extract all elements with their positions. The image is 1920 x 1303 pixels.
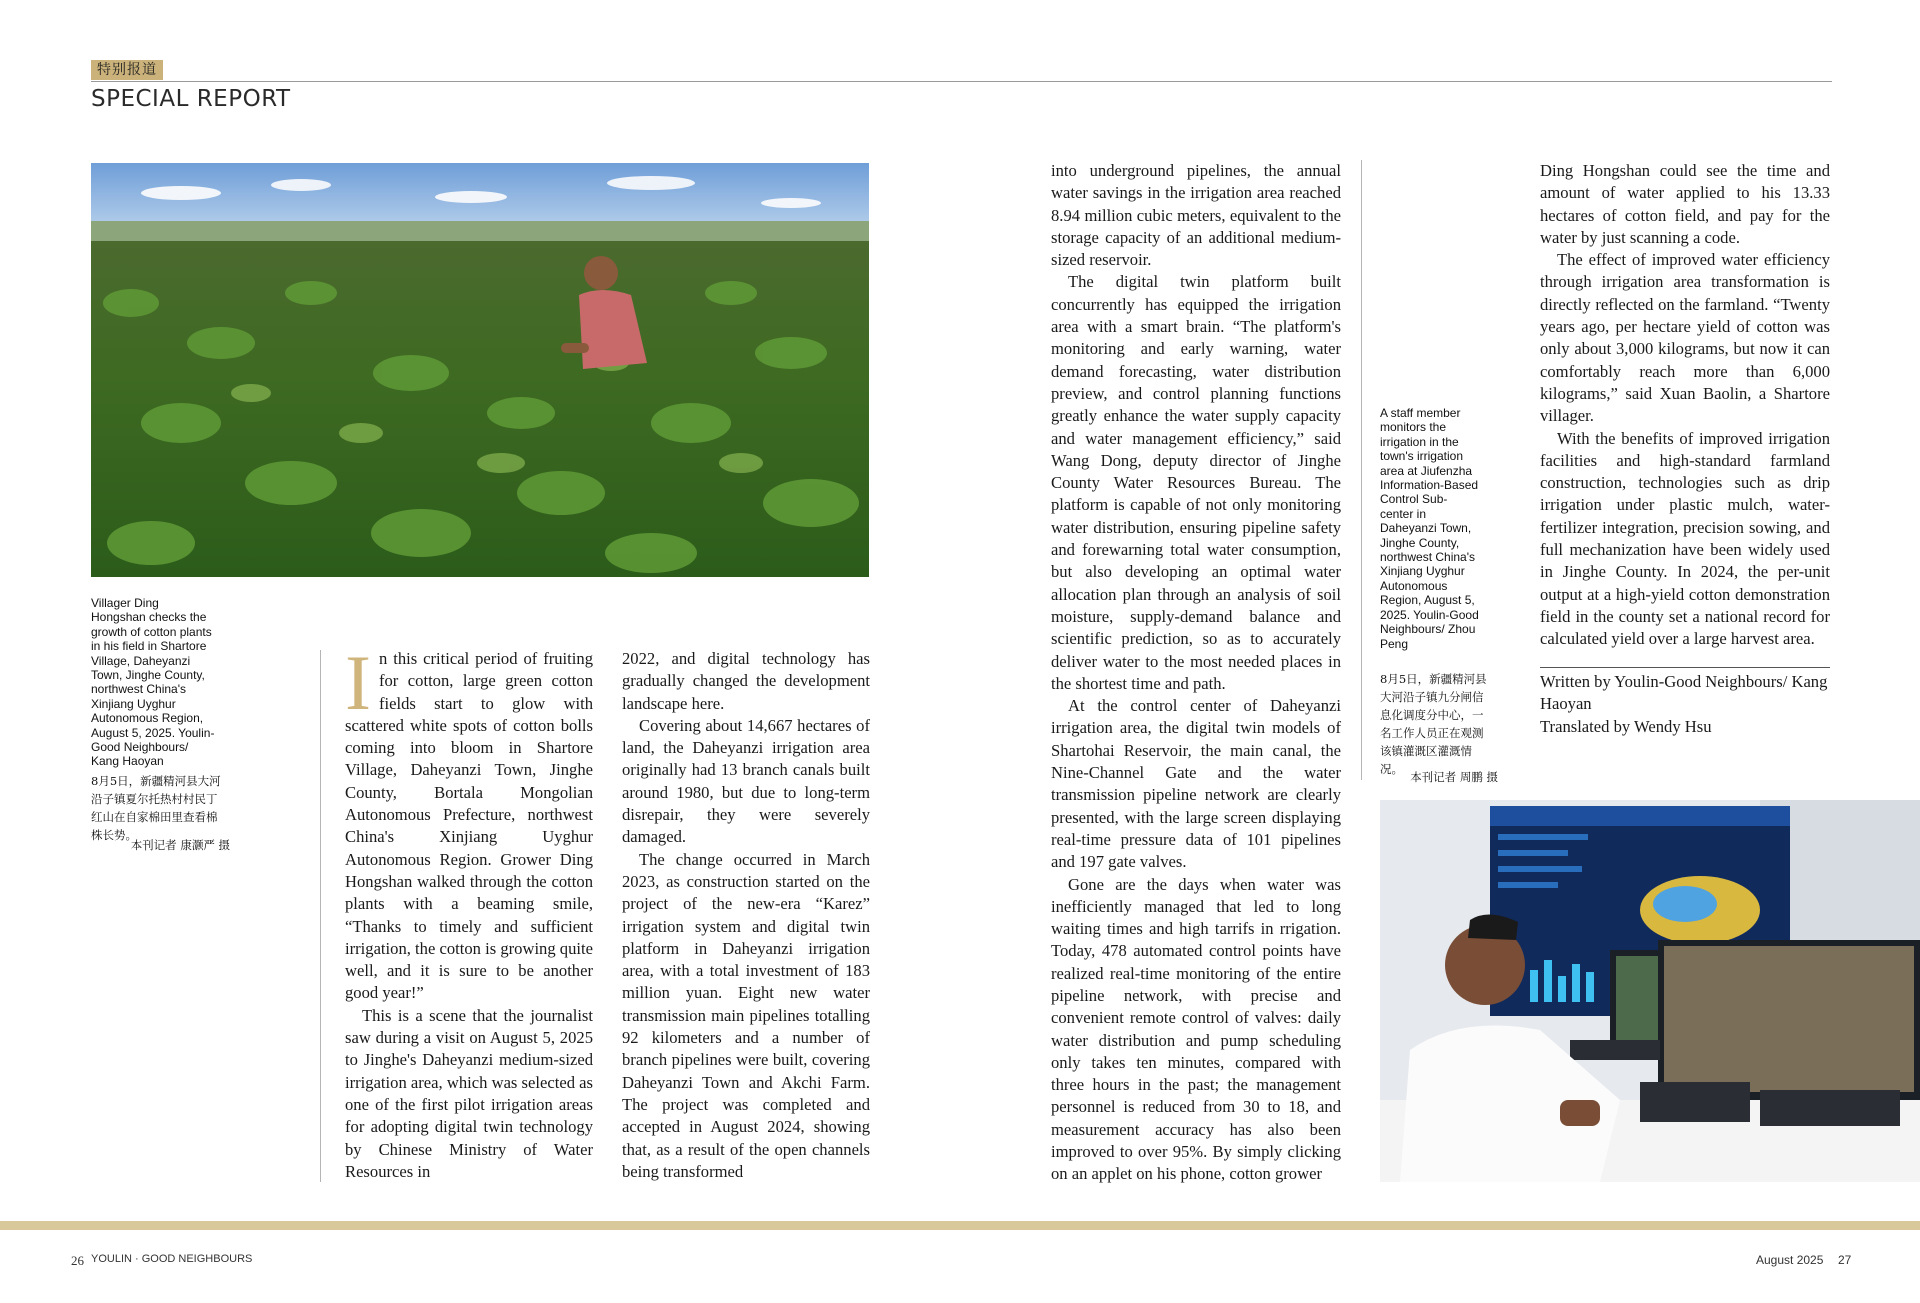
left-page-number: 26 — [71, 1253, 84, 1268]
header-rule — [91, 81, 1832, 82]
paragraph: 2022, and digital technology has gradually changed the development landscape here. — [622, 649, 870, 713]
paragraph: At the control center of Daheyanzi irrigation area, the digital twin models of Shartohai Reservoir, the main canal, the Nine-Channel Gate and the water transmission pipeline network are clearly presented, with the large screen displaying real-time pressure data of 101 pipelines and 197 gate valves. — [1051, 696, 1341, 872]
photo1-caption-en: Villager Ding Hongshan checks the growth of cotton plants in his field in Shartore Village, Daheyanzi Town, Jinghe County, northwest China's Xinjiang Uyghur Autonomous Region, August 5, 2025. Youlin-Good Neighbours/ Kang Haoyan — [91, 596, 215, 769]
paragraph: In this critical period of fruiting for cotton, large green cotton fields start to glow with scattered white spots of cotton bolls coming into bloom in Shartore Village, Daheyanzi Town, Jinghe County, Bortala Mongolian Autonomous Prefecture, northwest China's Xinjiang Uyghur Autonomous Region. Grower Ding Hongshan walked through the cotton plants with a beaming smile, “Thanks to timely and sufficient irrigation, the cotton is growing quite well, and it is sure to be another good year!” — [345, 639, 593, 1003]
paragraph: The effect of improved water efficiency through irrigation area transformation is directly reflected on the farmland. “Twenty years ago, per hectare yield of cotton was only about 3,000 kilograms, but now it can comfortably reach more than 6,000 kilograms,” said Xuan Baolin, a Shartore villager. — [1540, 250, 1830, 426]
footer-band — [0, 1221, 1920, 1230]
drop-cap: I — [345, 639, 371, 726]
article-column-1 — [345, 639, 593, 1183]
byline-written: Written by Youlin-Good Neighbours/ Kang Haoyan — [1540, 672, 1828, 714]
section-tag: 特别报道 — [91, 60, 163, 80]
photo2-caption-cn: 8月5日，新疆精河县大河沿子镇九分闸信息化调度分中心，一名工作人员正在观测该镇灌溉区灌溉情况。 — [1380, 672, 1487, 776]
photo1-credit-cn: 本刊记者 康灏严 摄 — [130, 838, 230, 852]
paragraph: Gone are the days when water was inefficiently managed that led to long waiting times and high tarrifs in rrigation. Today, 478 automated control points have realized real-time monitoring of the entire pipeline network, with precise and convenient remote control of valves: daily water distribution and pump scheduling only takes ten minutes, compared with three hours in the past; the management personnel is reduced from 30 to 18, and measurement accuracy has also been improved to over 95%. By simply clicking on an applet on his phone, cotton grower — [1051, 874, 1341, 1184]
paragraph: This is a scene that the journalist saw during a visit on August 5, 2025 to Jinghe's Daheyanzi medium-sized irrigation area, which was selected as one of the first pilot irrigation areas for adopting digital twin technology by Chinese Ministry of Water Resources in — [345, 1005, 593, 1181]
paragraph: Ding Hongshan could see the time and amount of water applied to his 13.33 hectares of cotton field, and pay for the water by just scanning a code. — [1540, 161, 1830, 247]
byline-rule — [1540, 667, 1830, 668]
article-column-3 — [1051, 160, 1341, 1186]
column-rule-left — [320, 650, 321, 1182]
control-center-photo — [1380, 800, 1920, 1182]
photo2-credit-cn: 本刊记者 周鹏 摄 — [1410, 770, 1498, 784]
section-title: SPECIAL REPORT — [91, 86, 291, 112]
byline-translated: Translated by Wendy Hsu — [1540, 717, 1712, 736]
left-publication: YOULIN · GOOD NEIGHBOURS — [91, 1253, 253, 1265]
article-column-4 — [1540, 160, 1830, 651]
column-rule-right — [1361, 160, 1362, 780]
right-page-number: 27 — [1838, 1253, 1852, 1267]
photo1-caption-cn: 8月5日，新疆精河县大河沿子镇夏尔托热村村民丁红山在自家棉田里查看棉株长势。 — [91, 774, 221, 842]
paragraph: The digital twin platform built concurrently has equipped the irrigation area with a smart brain. “The platform's monitoring and early warning, water demand forecasting, water distribution preview, and control planning functions greatly enhance the water supply capacity and water management efficiency,” said Wang Dong, deputy director of Jinghe County Water Resources Bureau. The platform is capable of not only monitoring water distribution, ensuring pipeline safety and forewarning total water consumption, but also developing an optimal water allocation plan through an analysis of soil moisture, supply-demand balance and scientific prediction, so as to accurately deliver water to the most needed places in the shortest time and path. — [1051, 272, 1341, 693]
paragraph: into underground pipelines, the annual water savings in the irrigation area reached 8.94 million cubic meters, equivalent to the storage capacity of an additional medium-sized reservoir. — [1051, 161, 1341, 270]
right-date: August 2025 — [1756, 1253, 1824, 1267]
photo2-caption-en: A staff member monitors the irrigation in the town's irrigation area at Jiufenzha Information-Based Control Sub-center in Daheyanzi Town, Jinghe County, northwest China's Xinjiang Uyghur Autonomous Region, August 5, 2025. Youlin-Good Neighbours/ Zhou Peng — [1380, 406, 1479, 651]
article-column-2 — [622, 648, 870, 1183]
paragraph: The change occurred in March 2023, as construction started on the project of the new-era “Karez” irrigation system and digital twin platform in Daheyanzi irrigation area, with a total investment of 183 million yuan. Eight new water transmission main pipelines totalling 92 kilometers and a number of branch pipelines were built, covering Daheyanzi Town and Akchi Farm. The project was completed and accepted in August 2024, showing that, as a result of the open channels being transformed — [622, 849, 870, 1181]
paragraph: Covering about 14,667 hectares of land, the Daheyanzi irrigation area originally had 13 branch canals built around 1980, but due to long-term disrepair, they were severely damaged. — [622, 715, 870, 847]
cotton-field-photo — [91, 163, 869, 577]
paragraph: With the benefits of improved irrigation facilities and high-standard farmland construction, technologies such as drip irrigation under plastic mulch, water-fertilizer integration, precision sowing, and full mechanization have been widely used in Jinghe County. In 2024, the per-unit output at a high-yield cotton demonstration field in the county set a national record for calculated yield over a large harvest area. — [1540, 428, 1830, 649]
